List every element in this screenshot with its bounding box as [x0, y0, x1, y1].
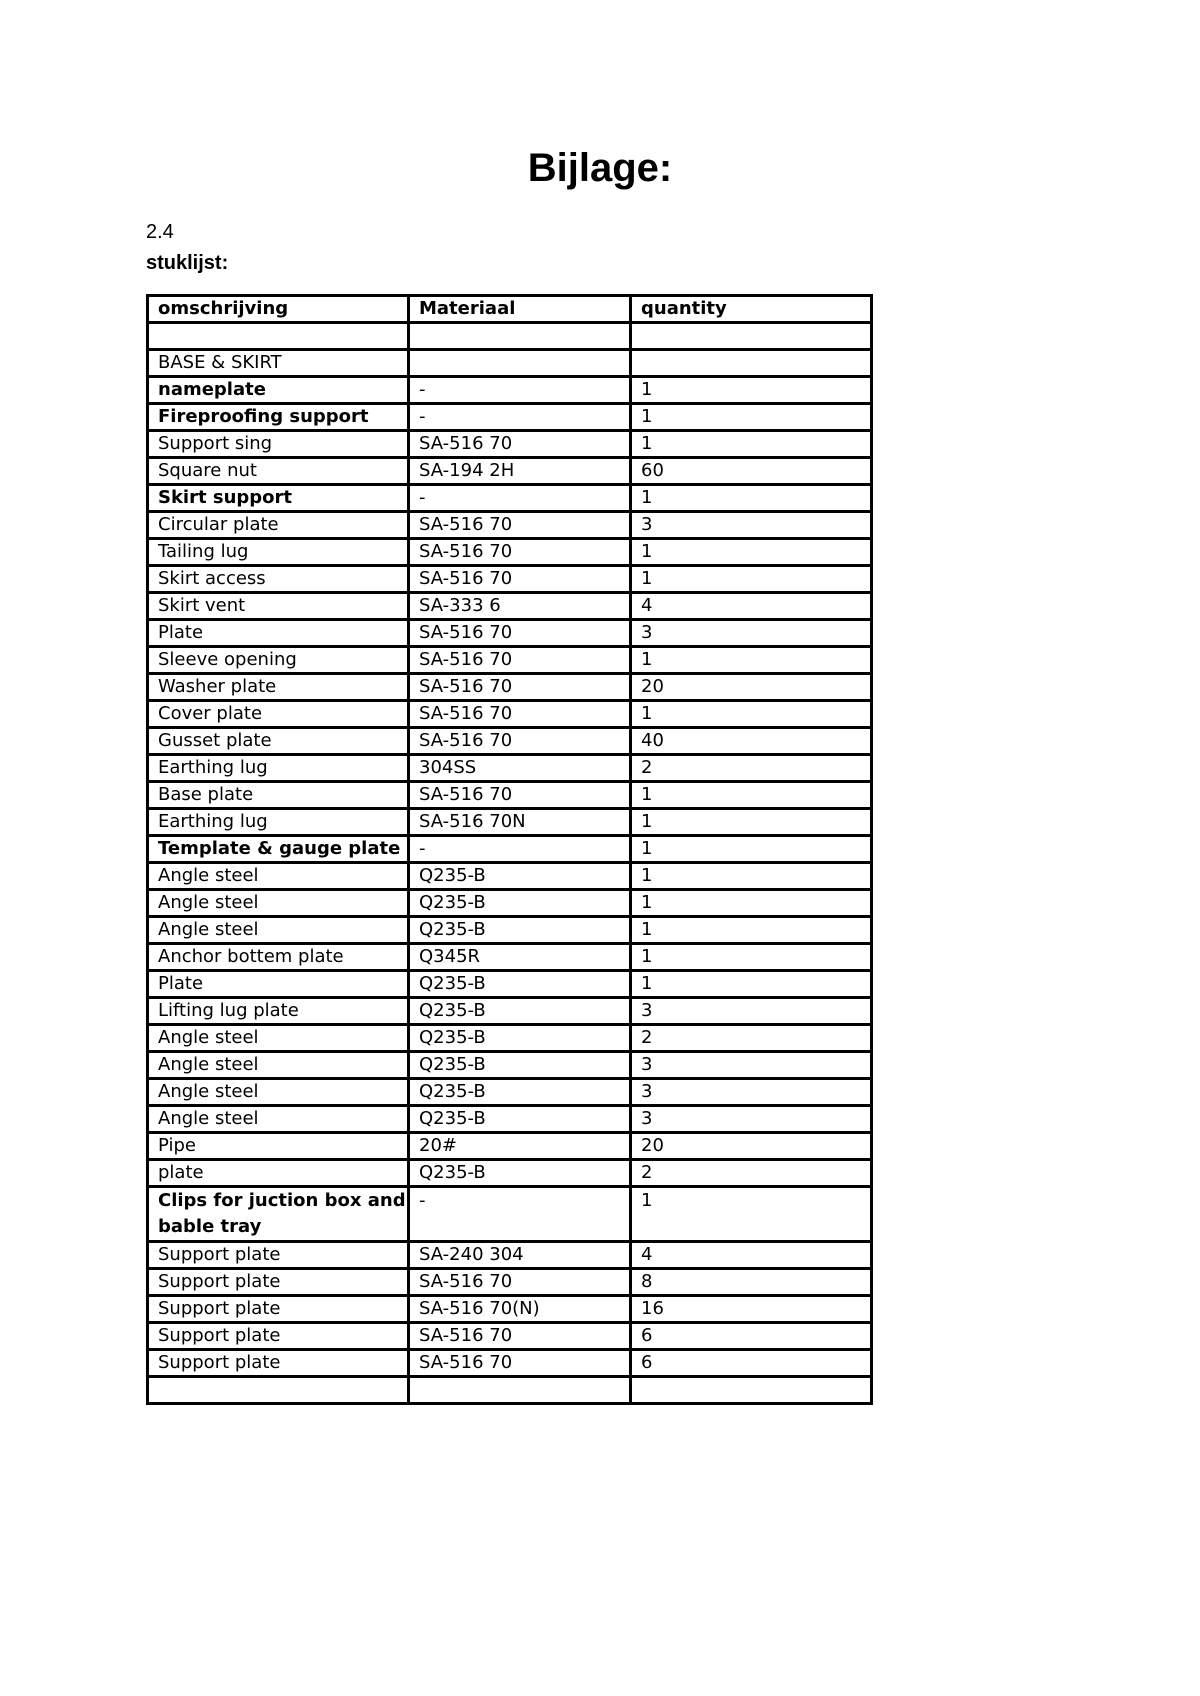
row-material: SA-516 70 [409, 620, 631, 647]
row-material: Q235-B [409, 1052, 631, 1079]
row-quantity: 2 [631, 755, 872, 782]
row-quantity: 1 [631, 539, 872, 566]
row-quantity: 1 [631, 890, 872, 917]
row-material: SA-333 6 [409, 593, 631, 620]
row-quantity: 1 [631, 836, 872, 863]
row-quantity [631, 323, 872, 350]
row-description: Skirt vent [148, 593, 409, 620]
row-description: Angle steel [148, 863, 409, 890]
table-row [148, 431, 872, 458]
row-quantity: 1 [631, 431, 872, 458]
table-row [148, 1242, 872, 1269]
row-material: Q235-B [409, 1079, 631, 1106]
row-material: SA-516 70N [409, 809, 631, 836]
row-material: - [409, 836, 631, 863]
row-material: 20# [409, 1133, 631, 1160]
row-quantity: 6 [631, 1323, 872, 1350]
row-material: Q235-B [409, 917, 631, 944]
row-description: Support sing [148, 431, 409, 458]
table-row [148, 350, 872, 377]
row-description: Support plate [148, 1350, 409, 1377]
row-description: Tailing lug [148, 539, 409, 566]
row-description: Skirt support [148, 485, 409, 512]
table-row [148, 1187, 872, 1242]
table-row [148, 890, 872, 917]
table-row [148, 1133, 872, 1160]
row-description [148, 1377, 409, 1404]
table-row [148, 458, 872, 485]
row-quantity: 1 [631, 404, 872, 431]
row-description: Angle steel [148, 1106, 409, 1133]
row-description: Earthing lug [148, 809, 409, 836]
table-row [148, 917, 872, 944]
row-quantity: 3 [631, 998, 872, 1025]
table-row [148, 404, 872, 431]
row-material: SA-516 70 [409, 1323, 631, 1350]
row-material: Q235-B [409, 863, 631, 890]
row-material: SA-194 2H [409, 458, 631, 485]
row-description: Angle steel [148, 917, 409, 944]
row-description: Washer plate [148, 674, 409, 701]
table-row [148, 1323, 872, 1350]
row-quantity: 20 [631, 1133, 872, 1160]
row-material: Q235-B [409, 1160, 631, 1187]
row-quantity: 6 [631, 1350, 872, 1377]
row-quantity: 1 [631, 566, 872, 593]
table-row [148, 566, 872, 593]
table-row [148, 998, 872, 1025]
row-material [409, 323, 631, 350]
row-quantity: 8 [631, 1269, 872, 1296]
row-quantity: 3 [631, 1106, 872, 1133]
row-description: Template & gauge plate [148, 836, 409, 863]
row-material: 304SS [409, 755, 631, 782]
row-material: SA-516 70(N) [409, 1296, 631, 1323]
row-description: Circular plate [148, 512, 409, 539]
row-quantity: 4 [631, 1242, 872, 1269]
parts-list-table [146, 294, 873, 1405]
row-quantity: 1 [631, 863, 872, 890]
row-description: Support plate [148, 1242, 409, 1269]
row-description: Support plate [148, 1269, 409, 1296]
row-description: Support plate [148, 1323, 409, 1350]
table-row [148, 593, 872, 620]
row-quantity: 1 [631, 647, 872, 674]
row-material [409, 350, 631, 377]
section-title: stuklijst: [146, 252, 229, 274]
table-row [148, 836, 872, 863]
table-row [148, 1350, 872, 1377]
row-quantity [631, 350, 872, 377]
row-description: plate [148, 1160, 409, 1187]
row-description: Gusset plate [148, 728, 409, 755]
table-row [148, 1269, 872, 1296]
table-row [148, 944, 872, 971]
table-row [148, 755, 872, 782]
header-quantity: quantity [631, 296, 872, 323]
row-quantity: 1 [631, 944, 872, 971]
table-row [148, 1106, 872, 1133]
row-material: SA-516 70 [409, 728, 631, 755]
row-description: Skirt access [148, 566, 409, 593]
table-row [148, 647, 872, 674]
row-description: Cover plate [148, 701, 409, 728]
table-row [148, 323, 872, 350]
row-material: Q235-B [409, 1025, 631, 1052]
row-description: nameplate [148, 377, 409, 404]
row-quantity: 1 [631, 701, 872, 728]
table-row [148, 485, 872, 512]
row-material: Q235-B [409, 998, 631, 1025]
header-description: omschrijving [148, 296, 409, 323]
row-material: SA-516 70 [409, 566, 631, 593]
row-quantity: 20 [631, 674, 872, 701]
row-material: SA-516 70 [409, 1269, 631, 1296]
row-quantity [631, 1377, 872, 1404]
table-row [148, 539, 872, 566]
row-description: Clips for juction box and bable tray [148, 1187, 409, 1242]
page-title: Bijlage: [527, 146, 673, 190]
row-quantity: 4 [631, 593, 872, 620]
row-description: Plate [148, 620, 409, 647]
row-material: - [409, 1187, 631, 1242]
table-row [148, 1160, 872, 1187]
row-material: SA-516 70 [409, 647, 631, 674]
row-description [148, 323, 409, 350]
row-description: Anchor bottem plate [148, 944, 409, 971]
row-material: SA-516 70 [409, 1350, 631, 1377]
row-material: Q345R [409, 944, 631, 971]
table-row [148, 782, 872, 809]
row-description: Pipe [148, 1133, 409, 1160]
table-row [148, 1296, 872, 1323]
row-description: Angle steel [148, 890, 409, 917]
row-quantity: 1 [631, 971, 872, 998]
row-description: Base plate [148, 782, 409, 809]
table-row [148, 1025, 872, 1052]
table-row [148, 971, 872, 998]
row-description: Sleeve opening [148, 647, 409, 674]
row-material: SA-516 70 [409, 674, 631, 701]
row-quantity: 3 [631, 620, 872, 647]
row-description: Lifting lug plate [148, 998, 409, 1025]
table-row [148, 1377, 872, 1404]
row-quantity: 2 [631, 1025, 872, 1052]
row-description: Angle steel [148, 1079, 409, 1106]
row-quantity: 16 [631, 1296, 872, 1323]
row-quantity: 3 [631, 1079, 872, 1106]
row-quantity: 3 [631, 512, 872, 539]
table-row [148, 1079, 872, 1106]
table-row [148, 512, 872, 539]
row-quantity: 1 [631, 485, 872, 512]
row-material: SA-516 70 [409, 701, 631, 728]
header-material: Materiaal [409, 296, 631, 323]
row-quantity: 1 [631, 782, 872, 809]
row-material: - [409, 404, 631, 431]
row-description: Fireproofing support [148, 404, 409, 431]
row-quantity: 60 [631, 458, 872, 485]
parts-list-body [148, 323, 872, 1404]
row-quantity: 3 [631, 1052, 872, 1079]
row-material [409, 1377, 631, 1404]
row-material: SA-516 70 [409, 782, 631, 809]
table-row [148, 809, 872, 836]
table-row [148, 701, 872, 728]
table-row [148, 863, 872, 890]
row-material: - [409, 377, 631, 404]
row-description: Square nut [148, 458, 409, 485]
table-row [148, 377, 872, 404]
row-quantity: 40 [631, 728, 872, 755]
row-quantity: 1 [631, 809, 872, 836]
row-quantity: 1 [631, 917, 872, 944]
row-quantity: 1 [631, 1187, 872, 1242]
table-header-row [148, 296, 872, 323]
table-row [148, 1052, 872, 1079]
row-description: Earthing lug [148, 755, 409, 782]
row-material: - [409, 485, 631, 512]
row-material: SA-240 304 [409, 1242, 631, 1269]
table-row [148, 674, 872, 701]
section-number: 2.4 [146, 221, 174, 243]
row-description: Support plate [148, 1296, 409, 1323]
row-material: SA-516 70 [409, 539, 631, 566]
row-material: SA-516 70 [409, 431, 631, 458]
table-row [148, 620, 872, 647]
row-material: Q235-B [409, 890, 631, 917]
row-quantity: 2 [631, 1160, 872, 1187]
row-description: Plate [148, 971, 409, 998]
row-material: SA-516 70 [409, 512, 631, 539]
table-row [148, 728, 872, 755]
row-quantity: 1 [631, 377, 872, 404]
row-material: Q235-B [409, 971, 631, 998]
row-description: Angle steel [148, 1052, 409, 1079]
row-description: Angle steel [148, 1025, 409, 1052]
row-material: Q235-B [409, 1106, 631, 1133]
row-description: BASE & SKIRT [148, 350, 409, 377]
